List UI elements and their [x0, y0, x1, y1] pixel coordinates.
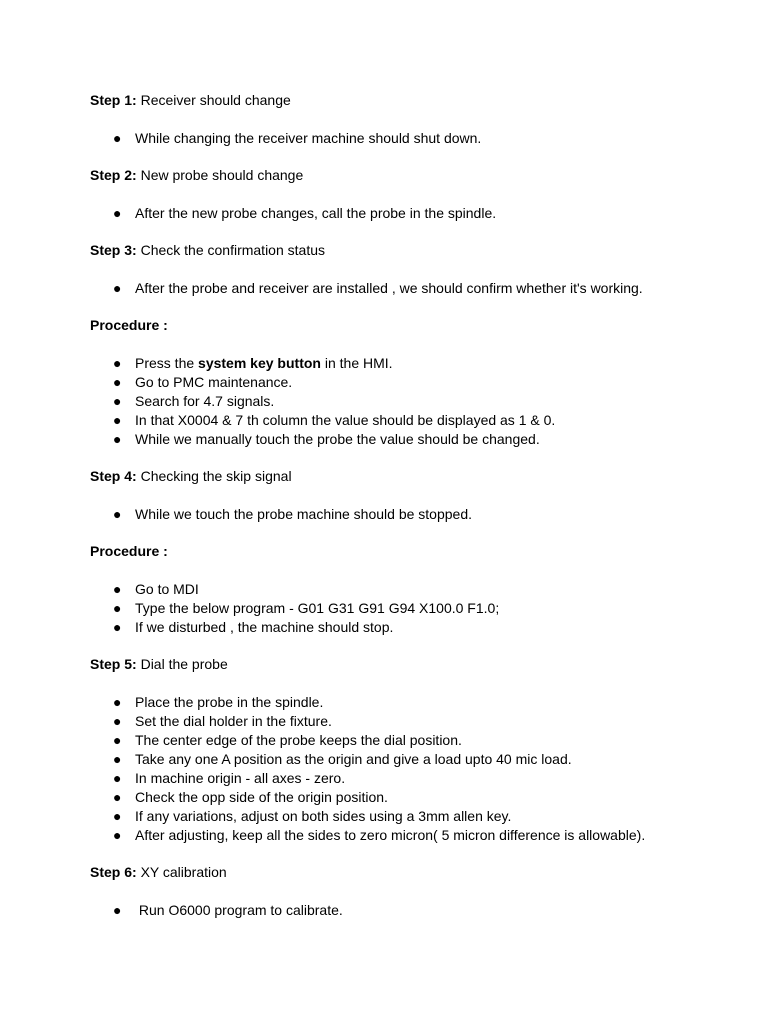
bullet-icon: ●	[113, 600, 122, 616]
step-3-label: Step 3:	[90, 242, 137, 258]
step-2-text: New probe should change	[136, 167, 304, 183]
step-3-list	[90, 279, 730, 298]
list-item: ● Press the system key button in the HMI.	[113, 355, 393, 371]
bullet-icon: ●	[113, 355, 122, 371]
list-item: ● Take any one A position as the origin and give a load upto 40 mic load.	[113, 751, 572, 767]
bullet-icon: ●	[113, 732, 122, 748]
list-item: ● After adjusting, keep all the sides to zero micron( 5 micron difference is allowable).	[113, 827, 646, 843]
step-6-text: XY calibration	[136, 864, 227, 880]
list-item: ● Run O6000 program to calibrate.	[113, 902, 343, 918]
step-1-list	[90, 129, 730, 148]
step-5-label: Step 5:	[90, 656, 137, 672]
step-4-label: Step 4:	[90, 468, 137, 484]
bullet-icon: ●	[113, 789, 122, 805]
step-5-heading	[90, 655, 730, 674]
step-1-label: Step 1:	[90, 92, 137, 108]
list-item: ● The center edge of the probe keeps the dial position.	[113, 732, 462, 748]
step-2-label: Step 2:	[90, 167, 137, 183]
list-item: ● Place the probe in the spindle.	[113, 694, 324, 710]
system-key-button-text: system key button	[198, 355, 321, 371]
step-5-text: Dial the probe	[136, 656, 228, 672]
bullet-icon: ●	[113, 770, 122, 786]
procedure-1-heading: Procedure :	[90, 317, 168, 333]
step-6-heading	[90, 863, 730, 882]
bullet-icon: ●	[113, 412, 122, 428]
bullet-icon: ●	[113, 713, 122, 729]
step-4-text: Checking the skip signal	[136, 468, 292, 484]
list-item: ● Check the opp side of the origin position.	[113, 789, 388, 805]
list-item: ● If any variations, adjust on both sides using a 3mm allen key.	[113, 808, 512, 824]
list-item: ● While we touch the probe machine should be stopped.	[113, 506, 472, 522]
step-5-list	[90, 693, 730, 845]
list-item: ● In that X0004 & 7 th column the value should be displayed as 1 & 0.	[113, 412, 556, 428]
bullet-icon: ●	[113, 130, 122, 146]
list-item: ● After the probe and receiver are installed , we should confirm whether it's working.	[113, 280, 643, 296]
bullet-icon: ●	[113, 694, 122, 710]
list-item: ● After the new probe changes, call the probe in the spindle.	[113, 205, 497, 221]
step-1-heading	[90, 91, 730, 110]
procedure-2-heading: Procedure :	[90, 543, 168, 559]
step-2-list	[90, 204, 730, 223]
list-item: ● Search for 4.7 signals.	[113, 393, 275, 409]
list-item: ● Go to PMC maintenance.	[113, 374, 293, 390]
bullet-icon: ●	[113, 581, 122, 597]
bullet-icon: ●	[113, 374, 122, 390]
list-item: ● Set the dial holder in the fixture.	[113, 713, 332, 729]
step-4-list	[90, 505, 730, 524]
step-3-heading	[90, 241, 730, 260]
bullet-icon: ●	[113, 827, 122, 843]
bullet-icon: ●	[113, 205, 122, 221]
bullet-icon: ●	[113, 280, 122, 296]
step-6-list	[90, 901, 730, 920]
list-item: ● Go to MDI	[113, 581, 199, 597]
step-2-heading	[90, 166, 730, 185]
step-4-heading	[90, 467, 730, 486]
document-page	[90, 91, 730, 920]
bullet-icon: ●	[113, 808, 122, 824]
bullet-icon: ●	[113, 393, 122, 409]
list-item: ● Type the below program - G01 G31 G91 G94 X100.0 F1.0;	[113, 600, 500, 616]
procedure-1-list	[90, 354, 730, 449]
procedure-2-list	[90, 580, 730, 637]
step-3-text: Check the confirmation status	[136, 242, 325, 258]
list-item: ● If we disturbed , the machine should stop.	[113, 619, 394, 635]
step-6-label: Step 6:	[90, 864, 137, 880]
list-item: ● While changing the receiver machine should shut down.	[113, 130, 482, 146]
list-item: ● In machine origin - all axes - zero.	[113, 770, 346, 786]
list-item: ● While we manually touch the probe the value should be changed.	[113, 431, 540, 447]
bullet-icon: ●	[113, 902, 122, 918]
bullet-icon: ●	[113, 619, 122, 635]
bullet-icon: ●	[113, 431, 122, 447]
bullet-icon: ●	[113, 751, 122, 767]
bullet-icon: ●	[113, 506, 122, 522]
step-1-text: Receiver should change	[136, 92, 291, 108]
